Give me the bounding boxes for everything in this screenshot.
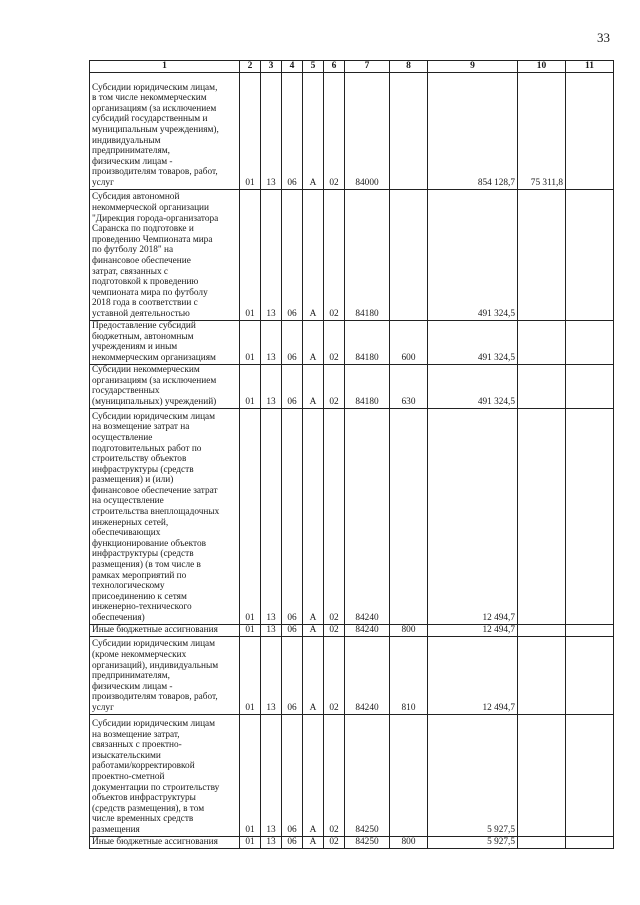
amount-cell xyxy=(566,624,614,636)
header-cell: 5 xyxy=(303,61,324,73)
row-name-cell xyxy=(90,408,240,624)
code-cell: 02 xyxy=(324,364,345,408)
amount-cell xyxy=(566,408,614,624)
code-cell: 01 xyxy=(240,836,261,848)
amount-cell: 5 927,5 xyxy=(428,714,518,836)
code-cell: 13 xyxy=(261,408,282,624)
code-cell: А xyxy=(303,72,324,189)
code-cell: 800 xyxy=(390,836,428,848)
header-cell: 3 xyxy=(261,61,282,73)
code-cell: 13 xyxy=(261,189,282,320)
code-cell: 84250 xyxy=(345,714,390,836)
code-cell: 06 xyxy=(282,72,303,189)
amount-cell xyxy=(518,189,566,320)
row-name: Иные бюджетные ассигнования xyxy=(92,625,218,635)
row-name-cell xyxy=(90,836,240,848)
code-cell: 13 xyxy=(261,836,282,848)
code-cell: 13 xyxy=(261,624,282,636)
amount-cell xyxy=(518,408,566,624)
header-cell: 9 xyxy=(428,61,518,73)
header-cell: 2 xyxy=(240,61,261,73)
table-row xyxy=(90,636,614,714)
table-row xyxy=(90,408,614,624)
code-cell: 02 xyxy=(324,836,345,848)
code-cell: 84240 xyxy=(345,624,390,636)
amount-cell xyxy=(518,836,566,848)
header-cell: 4 xyxy=(282,61,303,73)
table-row xyxy=(90,836,614,848)
code-cell xyxy=(390,408,428,624)
code-cell: 13 xyxy=(261,636,282,714)
amount-cell xyxy=(518,636,566,714)
code-cell: 800 xyxy=(390,624,428,636)
table-row xyxy=(90,320,614,364)
code-cell: 810 xyxy=(390,636,428,714)
table-row xyxy=(90,714,614,836)
code-cell: 13 xyxy=(261,320,282,364)
amount-cell xyxy=(566,714,614,836)
code-cell: 84180 xyxy=(345,364,390,408)
row-name: Субсидии юридическим лицам на возмещение затрат, связанных с проектно- изыскательскими работами/корректировкой проектно-сметной документации по строительству объектов инфраструктуры (средств размещения), в том числе временных средств размещения xyxy=(92,719,220,835)
table-row xyxy=(90,624,614,636)
row-name: Иные бюджетные ассигнования xyxy=(92,837,218,847)
code-cell: 01 xyxy=(240,714,261,836)
header-cell: 11 xyxy=(566,61,614,73)
amount-cell: 75 311,8 xyxy=(518,72,566,189)
header-cell: 6 xyxy=(324,61,345,73)
table-row xyxy=(90,364,614,408)
row-name: Предоставление субсидий бюджетным, автономным учреждениям и иным некоммерческим организациям xyxy=(92,321,216,363)
code-cell: 02 xyxy=(324,636,345,714)
header-row xyxy=(90,61,614,73)
code-cell: 06 xyxy=(282,836,303,848)
amount-cell xyxy=(518,320,566,364)
code-cell: 84180 xyxy=(345,189,390,320)
code-cell: 02 xyxy=(324,408,345,624)
code-cell: 84180 xyxy=(345,320,390,364)
code-cell: 01 xyxy=(240,408,261,624)
code-cell: 84250 xyxy=(345,836,390,848)
code-cell: А xyxy=(303,364,324,408)
code-cell: А xyxy=(303,320,324,364)
table-row xyxy=(90,189,614,320)
code-cell: 06 xyxy=(282,624,303,636)
code-cell: 01 xyxy=(240,364,261,408)
amount-cell xyxy=(566,189,614,320)
code-cell: А xyxy=(303,836,324,848)
code-cell: 01 xyxy=(240,189,261,320)
header-cell: 1 xyxy=(90,61,240,73)
code-cell: А xyxy=(303,624,324,636)
row-name: Субсидии юридическим лицам на возмещение затрат на осуществление подготовительных работ по строительству объектов инфраструктуры (средств размещения) и (или) финансовое обеспечение затрат на осуществление строительства внеплощадочных инженерных сетей, обеспечивающих функционирование объектов инфраструктуры (средств размещения) (в том числе в рамках мероприятий по технологическому присоединению к сетям инженерно-технического обеспечения) xyxy=(92,411,220,623)
amount-cell: 12 494,7 xyxy=(428,408,518,624)
amount-cell: 12 494,7 xyxy=(428,636,518,714)
row-name: Субсидии некоммерческим организациям (за исключением государственных (муниципальных) учреждений) xyxy=(92,365,217,407)
code-cell: 01 xyxy=(240,624,261,636)
code-cell: 13 xyxy=(261,72,282,189)
amount-cell xyxy=(518,364,566,408)
code-cell: А xyxy=(303,408,324,624)
amount-cell: 12 494,7 xyxy=(428,624,518,636)
code-cell: А xyxy=(303,636,324,714)
code-cell: 600 xyxy=(390,320,428,364)
row-name-cell xyxy=(90,714,240,836)
row-name-cell xyxy=(90,72,240,189)
row-name-cell xyxy=(90,189,240,320)
code-cell: 02 xyxy=(324,714,345,836)
amount-cell xyxy=(518,714,566,836)
row-name-cell xyxy=(90,320,240,364)
page-number: 33 xyxy=(597,30,610,45)
code-cell: 02 xyxy=(324,624,345,636)
table-row xyxy=(90,72,614,189)
row-name-cell xyxy=(90,636,240,714)
code-cell: 13 xyxy=(261,714,282,836)
header-cell: 10 xyxy=(518,61,566,73)
code-cell: 02 xyxy=(324,189,345,320)
code-cell: 06 xyxy=(282,714,303,836)
code-cell: А xyxy=(303,714,324,836)
code-cell: 06 xyxy=(282,408,303,624)
amount-cell xyxy=(566,636,614,714)
code-cell: 06 xyxy=(282,364,303,408)
row-name: Субсидии юридическим лицам (кроме некоммерческих организаций), индивидуальным предпринимателям, физическим лицам - производителям товаров, работ, услуг xyxy=(92,639,219,713)
budget-table xyxy=(89,60,614,849)
amount-cell: 854 128,7 xyxy=(428,72,518,189)
code-cell: 06 xyxy=(282,636,303,714)
code-cell xyxy=(390,714,428,836)
row-name: Субсидия автономной некоммерческой организации "Дирекция города-организатора Саранска по подготовке и проведению Чемпионата мира по футболу 2018" на финансовое обеспечение затрат, связанных с подготовкой к проведению чемпионата мира по футболу 2018 года в соответствии с уставной деятельностью xyxy=(92,192,219,319)
code-cell: 02 xyxy=(324,320,345,364)
row-name-cell xyxy=(90,364,240,408)
header-cell: 7 xyxy=(345,61,390,73)
code-cell: 02 xyxy=(324,72,345,189)
code-cell: 84240 xyxy=(345,636,390,714)
amount-cell xyxy=(566,364,614,408)
code-cell: 630 xyxy=(390,364,428,408)
code-cell: 13 xyxy=(261,364,282,408)
row-name: Субсидии юридическим лицам, в том числе некоммерческим организациям (за исключением субсидий государственным и муниципальным учреждениям), индивидуальным предпринимателям, физическим лицам - производителям товаров, работ, услуг xyxy=(92,82,219,188)
code-cell: 84240 xyxy=(345,408,390,624)
amount-cell xyxy=(566,320,614,364)
code-cell: 06 xyxy=(282,320,303,364)
amount-cell: 491 324,5 xyxy=(428,320,518,364)
code-cell: А xyxy=(303,189,324,320)
amount-cell xyxy=(566,836,614,848)
code-cell: 01 xyxy=(240,636,261,714)
code-cell: 06 xyxy=(282,189,303,320)
code-cell: 01 xyxy=(240,320,261,364)
header-cell: 8 xyxy=(390,61,428,73)
amount-cell: 5 927,5 xyxy=(428,836,518,848)
code-cell xyxy=(390,189,428,320)
amount-cell: 491 324,5 xyxy=(428,189,518,320)
code-cell xyxy=(390,72,428,189)
amount-cell xyxy=(518,624,566,636)
amount-cell: 491 324,5 xyxy=(428,364,518,408)
code-cell: 84000 xyxy=(345,72,390,189)
amount-cell xyxy=(566,72,614,189)
code-cell: 01 xyxy=(240,72,261,189)
row-name-cell xyxy=(90,624,240,636)
